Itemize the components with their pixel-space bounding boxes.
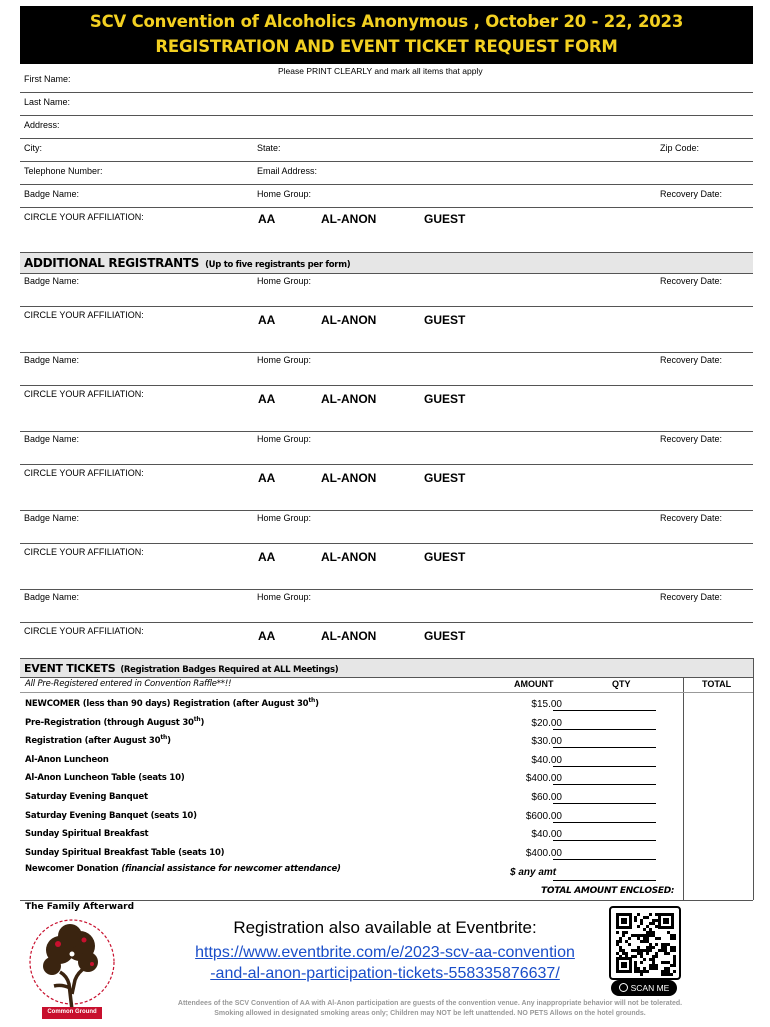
event-item [25,716,725,728]
affiliation-row[interactable] [20,208,753,252]
affiliation-aa[interactable]: AA [258,313,276,327]
additional-badge-row[interactable] [20,510,753,544]
affiliation-aa[interactable]: AA [258,550,276,564]
additional-home-group-label: Home Group: [257,592,312,602]
event-item-tail: ) [200,717,205,728]
event-item-name: Registration (after August 30 [25,736,161,747]
eventbrite-link-block [170,942,600,984]
total-column-divider [683,677,684,900]
event-item-name: NEWCOMER (less than 90 days) Registration (after August 30 [25,698,309,709]
affiliation-alanon[interactable]: AL-ANON [321,471,377,485]
additional-affiliation-label: CIRCLE YOUR AFFILIATION: [24,626,144,636]
event-item-price: $60.00 [531,792,562,803]
qty-column-header: QTY [612,679,631,689]
additional-home-group-label: Home Group: [257,434,312,444]
qty-line-donation[interactable] [553,880,656,881]
qty-line[interactable] [553,729,656,730]
event-item-tail: ) [167,736,171,747]
tree-logo-icon [22,914,122,1022]
common-ground-logo [22,914,122,1022]
additional-badge-name-label: Badge Name: [24,276,80,286]
additional-home-group-label: Home Group: [257,276,312,286]
recovery-date-label: Recovery Date: [660,189,723,199]
additional-registrants-header [20,252,753,274]
qr-code[interactable] [609,906,681,980]
scan-me-badge [611,980,677,996]
badge-name-label: Badge Name: [24,189,80,199]
eventbrite-text: Registration also available at Eventbrite: [233,918,537,937]
additional-badge-name-label: Badge Name: [24,434,80,444]
print-instruction: Please PRINT CLEARLY and mark all items that apply [278,66,483,76]
additional-recovery-date-label: Recovery Date: [660,355,723,365]
address-row[interactable] [20,116,753,139]
logo-caption: Common Ground [47,1009,97,1015]
qr-code-icon [611,908,679,978]
qty-line[interactable] [553,747,656,748]
qty-line[interactable] [553,766,656,767]
additional-badge-name-label: Badge Name: [24,513,80,523]
badge-row[interactable] [20,185,753,208]
last-name-label: Last Name: [24,97,71,107]
registration-form [20,6,753,668]
event-item-sup: th [308,697,316,704]
event-item [25,809,725,821]
total-amount-label: TOTAL AMOUNT ENCLOSED: [541,886,675,896]
additional-home-group-label: Home Group: [257,355,312,365]
additional-recovery-date-label: Recovery Date: [660,592,723,602]
telephone-label: Telephone Number: [24,166,103,176]
additional-affiliation-row[interactable] [20,386,753,431]
affiliation-guest[interactable]: GUEST [424,550,466,564]
event-tickets-header [20,658,753,678]
additional-badge-name-label: Badge Name: [24,355,80,365]
additional-affiliation-label: CIRCLE YOUR AFFILIATION: [24,468,144,478]
additional-badge-row[interactable] [20,589,753,623]
additional-badge-row[interactable] [20,431,753,465]
additional-home-group-label: Home Group: [257,513,312,523]
event-item-price: $600.00 [525,810,562,822]
affiliation-guest[interactable]: GUEST [424,471,466,485]
contact-row[interactable] [20,162,753,185]
event-item [25,827,725,839]
affiliation-guest[interactable]: GUEST [424,313,466,327]
additional-registrants-list [20,274,753,668]
event-item-name: Saturday Evening Banquet (seats 10) [25,810,197,821]
events-bottom-border [20,900,753,901]
event-item-price: $15.00 [531,699,562,710]
affiliation-alanon[interactable]: AL-ANON [321,212,377,226]
additional-affiliation-label: CIRCLE YOUR AFFILIATION: [24,547,144,557]
email-label: Email Address: [257,166,318,176]
event-tickets-title: EVENT TICKETS [24,662,116,675]
event-item-name: Saturday Evening Banquet [25,791,148,802]
amount-column-header: AMOUNT [514,679,554,689]
affiliation-alanon[interactable]: AL-ANON [321,313,377,327]
donation-note: (financial assistance for newcomer attendance) [121,864,341,874]
zip-label: Zip Code: [660,143,700,153]
phone-icon [619,983,628,992]
event-item [25,846,725,858]
form-subtitle: REGISTRATION AND EVENT TICKET REQUEST FORM [155,37,618,56]
qty-line[interactable] [553,859,656,860]
affiliation-guest[interactable]: GUEST [424,212,466,226]
total-column-header: TOTAL [702,679,732,689]
city-label: City: [24,143,42,153]
affiliation-guest[interactable]: GUEST [424,629,466,643]
event-item-tail: ) [315,698,319,709]
home-group-label: Home Group: [257,189,312,199]
event-item [25,790,725,802]
state-label: State: [257,143,281,153]
affiliation-guest[interactable]: GUEST [424,392,466,406]
qty-line[interactable] [553,822,656,823]
event-item-name: Sunday Spiritual Breakfast Table (seats 10) [25,847,225,858]
additional-badge-name-label: Badge Name: [24,592,80,602]
eventbrite-link-line2[interactable]: -and-al-anon-participation-tickets-558335876637/ [210,965,560,982]
disclaimer-line1: Attendees of the SCV Convention of AA with Al-Anon participation are guests of the convention venue. Any inappropriate behavior will not be tolerated. [177,1000,683,1007]
first-name-label: First Name: [24,74,71,84]
event-item-name: Pre-Registration (through August 30 [25,717,194,728]
additional-recovery-date-label: Recovery Date: [660,434,723,444]
event-item-sup: th [193,715,201,723]
qty-line[interactable] [553,784,656,785]
affiliation-alanon[interactable]: AL-ANON [321,550,377,564]
affiliation-label: CIRCLE YOUR AFFILIATION: [24,212,144,222]
event-item-price: $20.00 [531,717,562,729]
additional-affiliation-row[interactable] [20,544,753,589]
affiliation-aa[interactable]: AA [258,471,276,485]
additional-affiliation-label: CIRCLE YOUR AFFILIATION: [24,389,144,399]
event-tickets-subtitle: (Registration Badges Required at ALL Meetings) [120,665,339,675]
additional-affiliation-row[interactable] [20,465,753,510]
affiliation-aa[interactable]: AA [258,629,276,643]
additional-subtitle: (Up to five registrants per form) [205,260,351,270]
event-item-price: $400.00 [525,847,562,859]
form-header [20,6,753,64]
events-header-divider [20,692,753,693]
qty-line[interactable] [553,803,656,804]
affiliation-aa[interactable]: AA [258,212,276,226]
event-item-sup: th [160,734,168,742]
city-row[interactable] [20,139,753,162]
event-item-price: $40.00 [531,754,562,766]
family-afterward-label: The Family Afterward [25,902,135,912]
last-name-row[interactable] [20,93,753,116]
affiliation-aa[interactable]: AA [258,392,276,406]
event-item [25,697,725,709]
event-item [25,753,725,765]
additional-badge-row[interactable] [20,352,753,386]
event-item [25,734,725,746]
additional-recovery-date-label: Recovery Date: [660,276,723,286]
event-item-price: $30.00 [531,736,562,748]
donation-amount: $ any amt [510,867,557,878]
qty-line[interactable] [553,710,656,711]
raffle-note: All Pre-Registered entered in Convention Raffle**!! [25,679,232,689]
scan-me-label: SCAN ME [630,983,670,993]
disclaimer-line2: Smoking allowed in designated smoking areas only; Children may NOT be left unattended. NO PETS Allows on the hotel grounds. [214,1010,646,1017]
events-right-border [753,658,754,900]
additional-badge-row[interactable] [20,274,753,307]
additional-recovery-date-label: Recovery Date: [660,513,723,523]
form-title: SCV Convention of Alcoholics Anonymous , October 20 - 22, 2023 [89,12,684,31]
event-item-name: Al-Anon Luncheon [25,754,109,765]
additional-title: ADDITIONAL REGISTRANTS [24,256,200,270]
event-item-name: Sunday Spiritual Breakfast [25,829,149,840]
donation-label: Newcomer Donation [25,864,119,874]
event-item [25,771,725,783]
disclaimer [130,999,730,1019]
affiliation-alanon[interactable]: AL-ANON [321,629,377,643]
event-item-name: Al-Anon Luncheon Table (seats 10) [25,773,185,784]
additional-affiliation-row[interactable] [20,307,753,352]
event-item-price: $400.00 [525,773,562,785]
affiliation-alanon[interactable]: AL-ANON [321,392,377,406]
qty-line[interactable] [553,840,656,841]
donation-row [25,864,341,874]
event-item-price: $40.00 [531,829,562,841]
address-label: Address: [24,120,60,130]
additional-affiliation-label: CIRCLE YOUR AFFILIATION: [24,310,144,320]
eventbrite-link-line1[interactable]: https://www.eventbrite.com/e/2023-scv-aa-convention [195,944,575,961]
first-name-row[interactable] [20,64,753,93]
